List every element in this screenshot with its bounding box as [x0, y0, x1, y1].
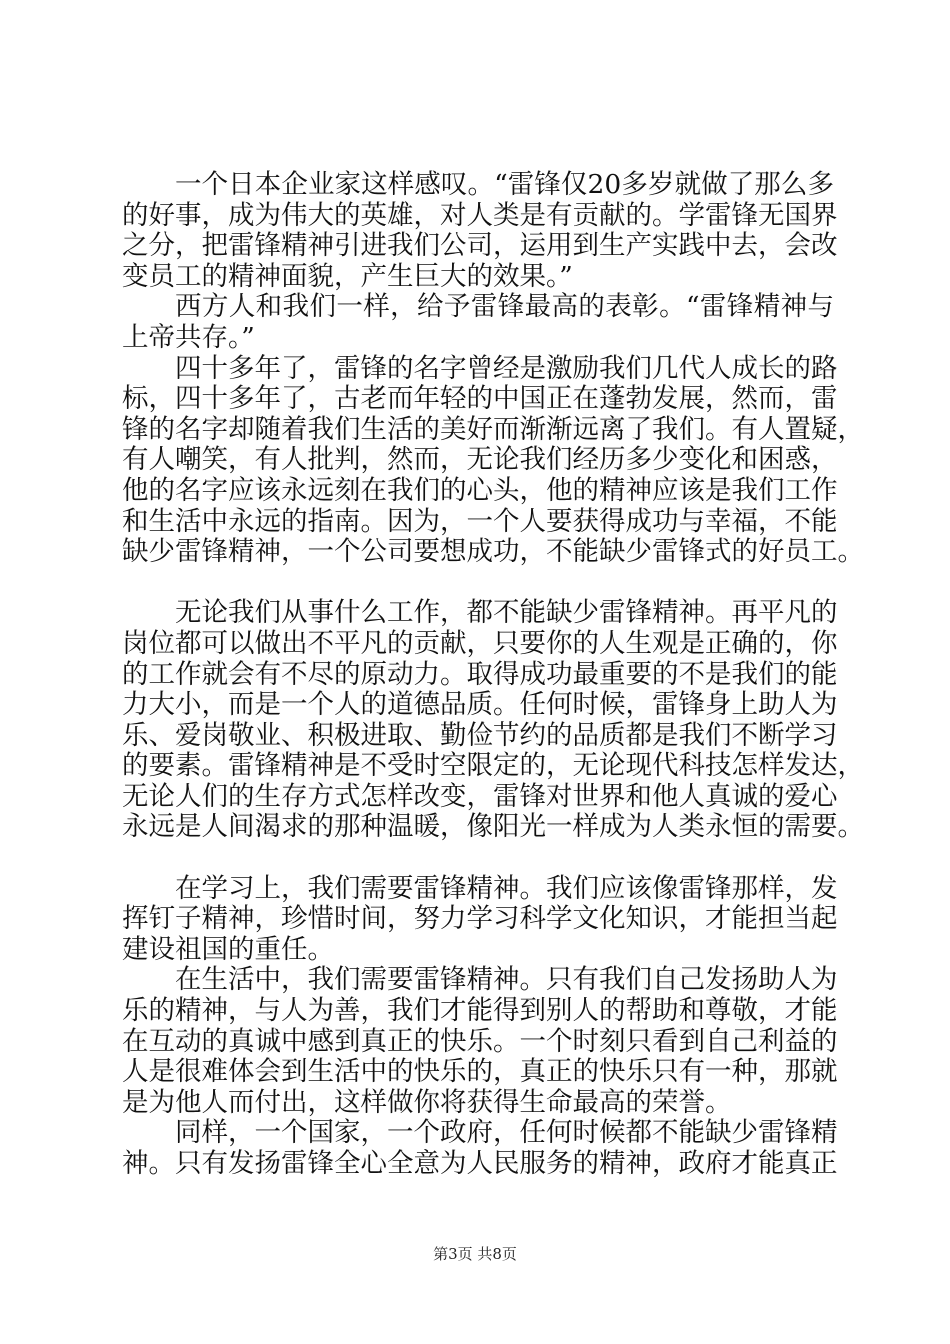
text-line: 缺少雷锋精神，一个公司要想成功，不能缺少雷锋式的好员工。 [122, 536, 864, 568]
text-line: 挥钉子精神，珍惜时间，努力学习科学文化知识，才能担当起 [122, 903, 838, 935]
text-line: 和生活中永远的指南。因为，一个人要获得成功与幸福，不能 [122, 505, 838, 537]
text-line: 有人嘲笑，有人批判，然而，无论我们经历多少变化和困惑， [122, 444, 838, 476]
text-line: 无论人们的生存方式怎样改变，雷锋对世界和他人真诚的爱心 [122, 780, 838, 812]
paragraph-gap [122, 843, 834, 874]
text-line: 在生活中，我们需要雷锋精神。只有我们自己发扬助人为 [175, 964, 838, 996]
text-line: 他的名字应该永远刻在我们的心头，他的精神应该是我们工作 [122, 474, 838, 506]
text-line: 的好事，成为伟大的英雄，对人类是有贡献的。学雷锋无国界 [122, 199, 838, 231]
text-line: 岗位都可以做出不平凡的贡献，只要你的人生观是正确的，你 [122, 627, 838, 659]
text-line: 之分，把雷锋精神引进我们公司，运用到生产实践中去，会改 [122, 230, 838, 262]
text-line: 的要素。雷锋精神是不受时空限定的，无论现代科技怎样发达， [122, 750, 864, 782]
text-line: 同样，一个国家，一个政府，任何时候都不能缺少雷锋精 [175, 1117, 838, 1149]
document-body [122, 169, 864, 1180]
text-line: 在学习上，我们需要雷锋精神。我们应该像雷锋那样，发 [175, 872, 838, 904]
text-line: 锋的名字却随着我们生活的美好而渐渐远离了我们。有人置疑， [122, 413, 864, 445]
text-line: 神。只有发扬雷锋全心全意为人民服务的精神，政府才能真正 [122, 1148, 838, 1179]
text-line: 无论我们从事什么工作，都不能缺少雷锋精神。再平凡的 [175, 597, 838, 629]
text-line: 上帝共存。” [122, 321, 255, 353]
text-line: 是为他人而付出，这样做你将获得生命最高的荣誉。 [122, 1086, 732, 1118]
page-number-footer: 第3页 共8页 [433, 1245, 517, 1263]
text-line: 永远是人间渴求的那种温暖，像阳光一样成为人类永恒的需要。 [122, 811, 864, 843]
text-line: 西方人和我们一样，给予雷锋最高的表彰。“雷锋精神与 [175, 291, 834, 323]
paragraph-gap [122, 568, 834, 599]
text-line: 建设祖国的重任。 [122, 933, 334, 965]
text-line: 力大小，而是一个人的道德品质。任何时候，雷锋身上助人为 [122, 689, 838, 721]
text-line: 的工作就会有不尽的原动力。取得成功最重要的不是我们的能 [122, 658, 838, 690]
text-line: 标，四十多年了，古老而年轻的中国正在蓬勃发展，然而，雷 [122, 383, 838, 415]
text-line: 人是很难体会到生活中的快乐的，真正的快乐只有一种，那就 [122, 1056, 838, 1088]
text-line: 一个日本企业家这样感叹。“雷锋仅20多岁就做了那么多 [175, 169, 834, 200]
text-line: 四十多年了，雷锋的名字曾经是激励我们几代人成长的路 [175, 352, 838, 384]
text-line: 在互动的真诚中感到真正的快乐。一个时刻只看到自己利益的 [122, 1025, 838, 1057]
text-line: 变员工的精神面貌，产生巨大的效果。” [122, 260, 573, 292]
text-line: 乐的精神，与人为善，我们才能得到别人的帮助和尊敬，才能 [122, 995, 838, 1027]
text-line: 乐、爱岗敬业、积极进取、勤俭节约的品质都是我们不断学习 [122, 719, 838, 751]
